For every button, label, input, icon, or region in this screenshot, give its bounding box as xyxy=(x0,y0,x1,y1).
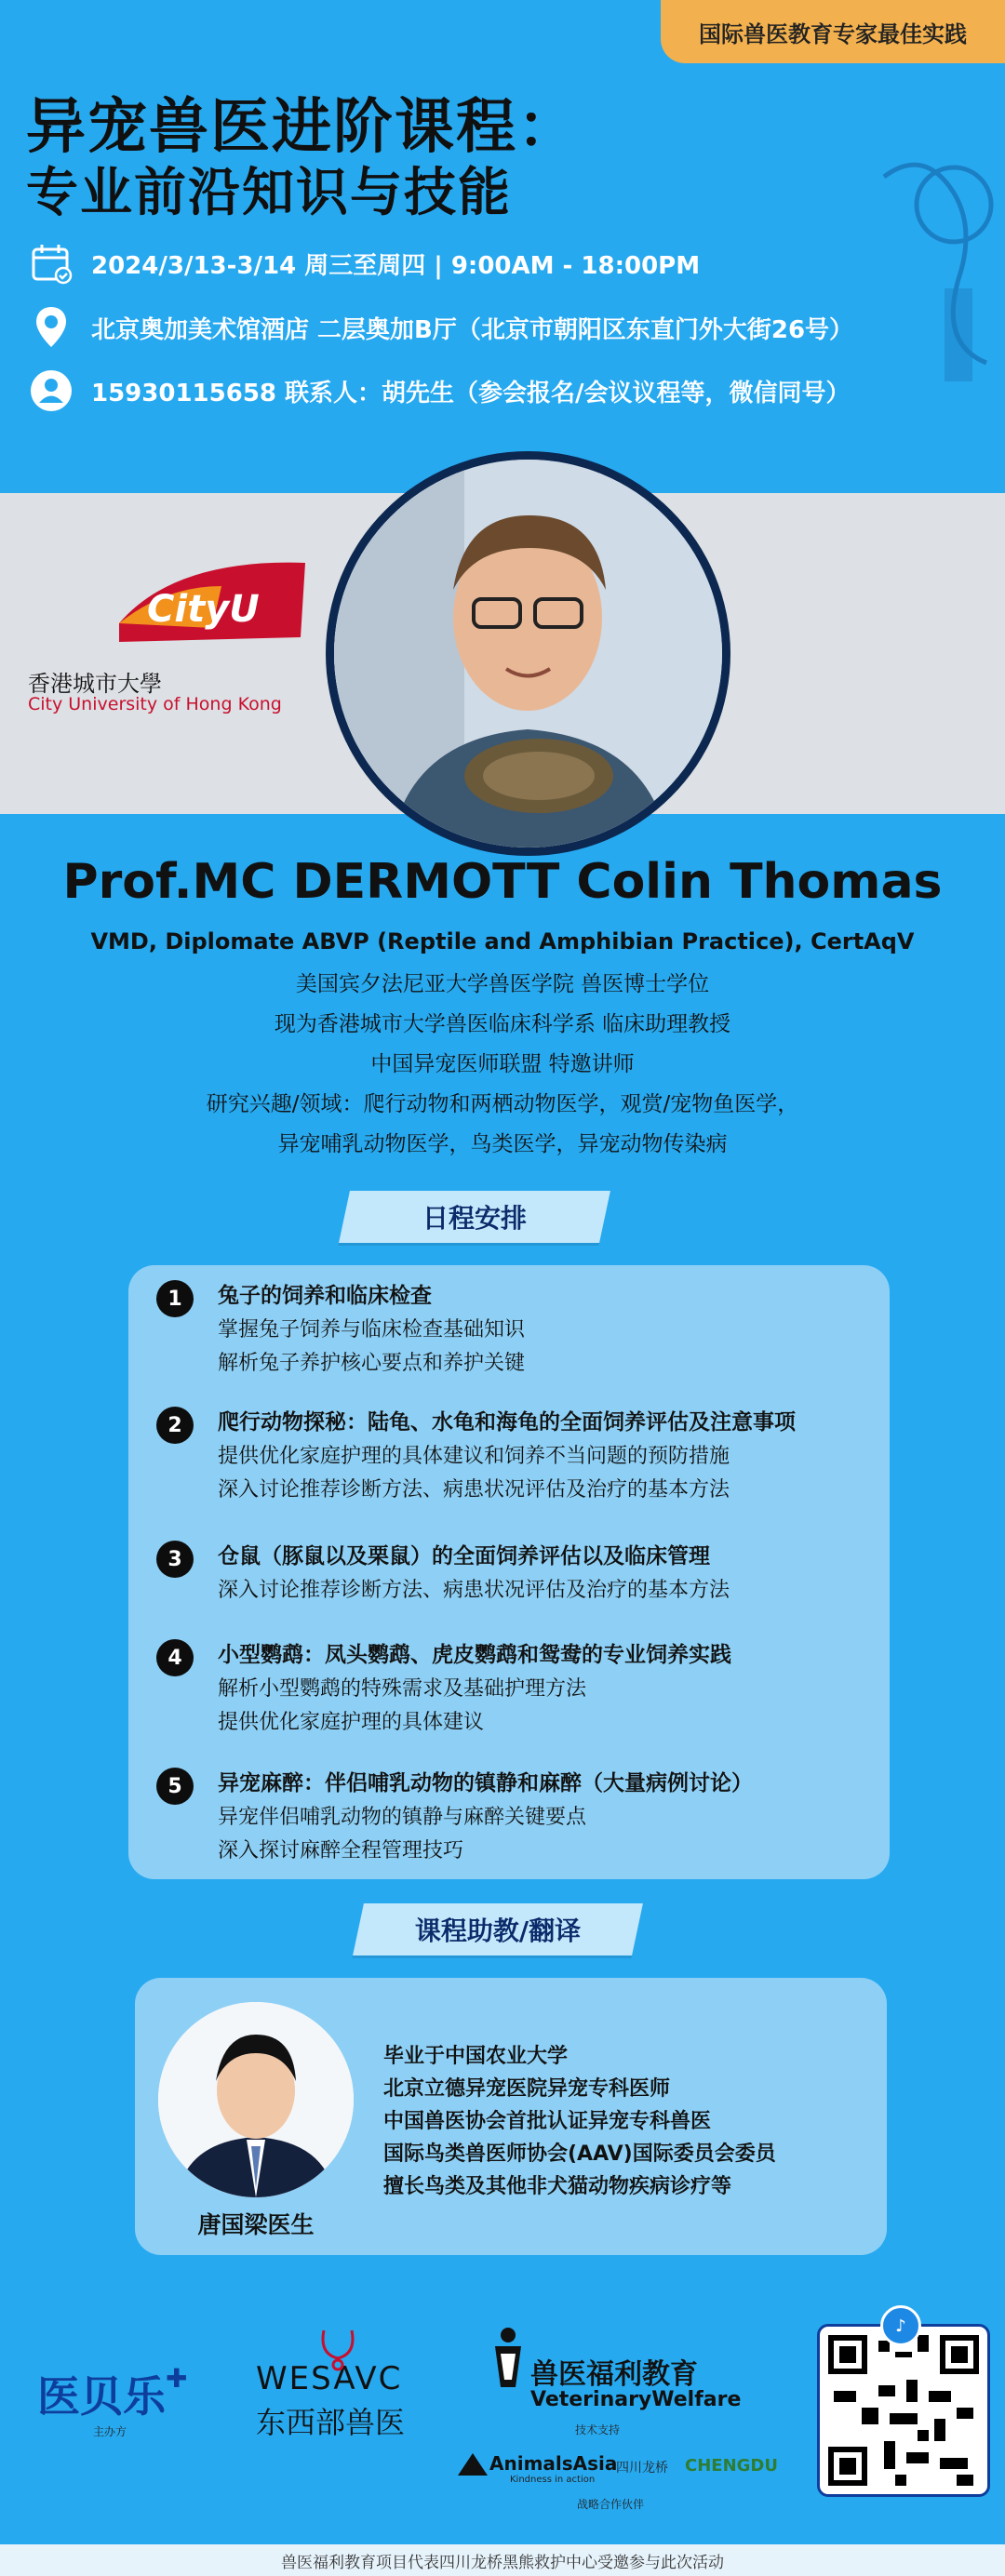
welfare-en: VeterinaryWelfare xyxy=(530,2388,742,2411)
cityu-logo xyxy=(110,558,315,651)
speaker-line: 现为香港城市大学兽医临床科学系 临床助理教授 xyxy=(274,1012,731,1036)
speaker-line: 研究兴趣/领域：爬行动物和两栖动物医学，观赏/宠物鱼医学， xyxy=(206,1092,799,1116)
welfare-role: 技术支持 xyxy=(575,2423,621,2436)
schedule-title: 爬行动物探秘：陆龟、水龟和海龟的全面饲养评估及注意事项 xyxy=(218,1410,796,1435)
schedule-desc: 提供优化家庭护理的具体建议和饲养不当问题的预防措施 xyxy=(218,1445,730,1468)
schedule-number: 4 xyxy=(156,1639,194,1676)
assistant-bio-line: 国际鸟类兽医师协会(AAV)国际委员会委员 xyxy=(383,2142,776,2166)
schedule-desc: 解析兔子养护核心要点和养护关键 xyxy=(218,1352,526,1375)
wesavc-logo: WESAVC xyxy=(256,2360,403,2397)
wesavc-cn: 东西部兽医 xyxy=(256,2405,406,2440)
schedule-title: 异宠麻醉：伴侣哺乳动物的镇静和麻醉（大量病例讨论） xyxy=(218,1771,753,1795)
footer-note: 兽医福利教育项目代表四川龙桥黑熊救护中心受邀参与此次活动 xyxy=(0,2544,1005,2576)
schedule-desc: 提供优化家庭护理的具体建议 xyxy=(218,1711,485,1734)
schedule-desc: 解析小型鹦鹉的特殊需求及基础护理方法 xyxy=(218,1677,587,1701)
university-name-cn: 香港城市大學 xyxy=(28,671,162,697)
event-venue: 北京奥加美术馆酒店 二层奥加B厅（北京市朝阳区东直门外大街26号） xyxy=(91,315,854,344)
speaker-portrait xyxy=(326,451,730,856)
speaker-line: 异宠哺乳动物医学，鸟类医学，异宠动物传染病 xyxy=(277,1132,728,1156)
assistant-heading: 课程助教/翻译 xyxy=(414,1915,582,1946)
page-title: 异宠兽医进阶课程： xyxy=(26,93,579,162)
assistant-photo xyxy=(158,2002,354,2197)
schedule-title: 小型鹦鹉：凤头鹦鹉、虎皮鹦鹉和鸳鸯的专业饲养实践 xyxy=(218,1643,731,1667)
music-note-icon: ♪ xyxy=(880,2305,921,2346)
schedule-desc: 掌握兔子饲养与临床检查基础知识 xyxy=(218,1318,526,1341)
event-date-row xyxy=(28,240,700,287)
organizer-role: 主办方 xyxy=(93,2425,127,2438)
location-pin-icon xyxy=(28,304,74,351)
event-date: 2024/3/13-3/14 周三至周四 | 9:00AM - 18:00PM xyxy=(91,251,701,280)
person-icon xyxy=(28,367,74,414)
schedule-title: 兔子的饲养和临床检查 xyxy=(218,1284,432,1308)
schedule-number: 1 xyxy=(156,1280,194,1317)
stethoscope-icon xyxy=(315,2326,361,2372)
schedule-desc: 深入讨论推荐诊断方法、病患状况评估及治疗的基本方法 xyxy=(218,1478,730,1502)
sichuan-logo: 四川龙桥 xyxy=(616,2461,668,2476)
schedule-number: 5 xyxy=(156,1768,194,1805)
welfare-cn: 兽医福利教育 xyxy=(530,2358,698,2391)
event-contact: 15930115658 联系人：胡先生（参会报名/会议议程等，微信同号） xyxy=(91,379,851,407)
organizer-logo xyxy=(37,2363,187,2424)
event-venue-row xyxy=(28,304,853,351)
organizer-name: 医贝乐 xyxy=(37,2371,166,2422)
animalsasia-tag: Kindness in action xyxy=(510,2475,596,2485)
assistant-bio-line: 北京立德异宠医院异宠专科医师 xyxy=(383,2077,671,2101)
animalsasia-icon xyxy=(456,2451,489,2477)
schedule-desc: 深入讨论推荐诊断方法、病患状况评估及治疗的基本方法 xyxy=(218,1579,730,1602)
page-subtitle: 专业前沿知识与技能 xyxy=(26,163,512,223)
schedule-desc: 深入探讨麻醉全程管理技巧 xyxy=(218,1839,464,1862)
cityu-logo-text: CityU xyxy=(147,588,260,631)
university-name-en: City University of Hong Kong xyxy=(28,694,282,714)
decorative-lines xyxy=(865,65,1005,456)
schedule-number: 3 xyxy=(156,1541,194,1578)
header-tag: 国际兽医教育专家最佳实践 xyxy=(661,0,1005,63)
schedule-heading: 日程安排 xyxy=(422,1203,527,1234)
speaker-line: 中国异宠医师联盟 特邀讲师 xyxy=(370,1052,635,1076)
assistant-name: 唐国梁医生 xyxy=(197,2211,315,2238)
assistant-bio-line: 中国兽医协会首批认证异宠专科兽医 xyxy=(383,2110,712,2133)
speaker-photo xyxy=(334,460,722,848)
speaker-name: Prof.MC DERMOTT Colin Thomas xyxy=(62,854,943,910)
schedule-number: 2 xyxy=(156,1407,194,1444)
event-contact-row xyxy=(28,367,851,414)
assistant-bio-line: 毕业于中国农业大学 xyxy=(383,2045,569,2068)
assistant-bio-line: 擅长鸟类及其他非犬猫动物疾病诊疗等 xyxy=(383,2175,732,2198)
qr-code[interactable] xyxy=(817,2324,990,2497)
plus-icon: ✚ xyxy=(166,2363,188,2394)
chengdu-logo: CHENGDU xyxy=(685,2456,778,2476)
schedule-desc: 异宠伴侣哺乳动物的镇静与麻醉关键要点 xyxy=(218,1806,587,1829)
welfare-logo-icon xyxy=(491,2326,525,2391)
partner-role: 战略合作伙伴 xyxy=(577,2498,645,2511)
speaker-line: 美国宾夕法尼亚大学兽医学院 兽医博士学位 xyxy=(295,972,710,996)
animalsasia-logo: AnimalsAsia xyxy=(489,2452,618,2475)
speaker-credentials: VMD, Diplomate ABVP (Reptile and Amphibian Practice), CertAqV xyxy=(90,928,915,954)
schedule-title: 仓鼠（豚鼠以及栗鼠）的全面饲养评估以及临床管理 xyxy=(218,1544,710,1568)
calendar-icon xyxy=(28,240,74,287)
